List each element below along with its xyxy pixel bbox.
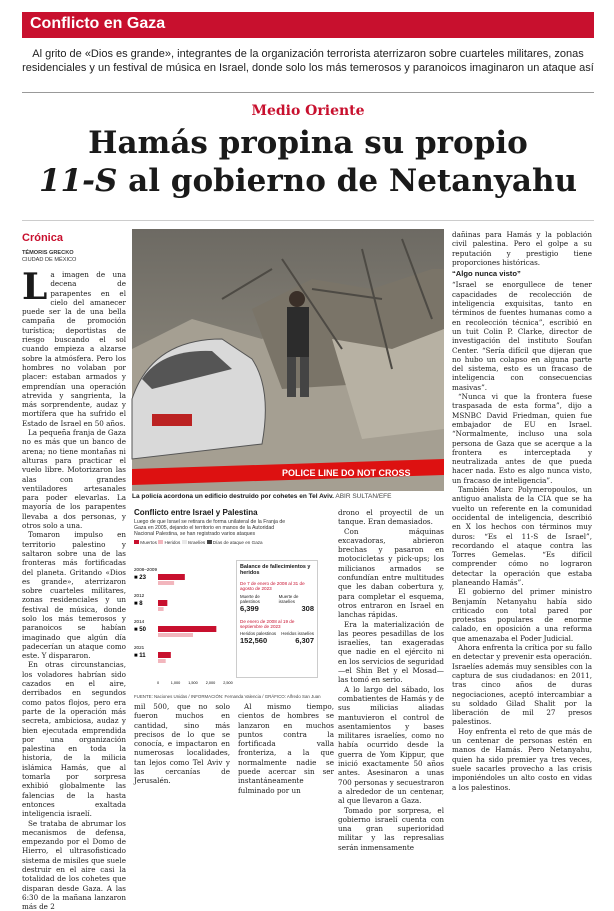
column-4	[338, 508, 444, 852]
photo-credit: ABIR SULTAN/EFE	[335, 493, 392, 500]
balance-value: 152,560	[240, 636, 268, 646]
value-label: ■ 8	[134, 601, 143, 607]
news-photo	[132, 229, 444, 491]
paragraph: “Israel se enorgullece de tener capacidades de recolección de inteligencia exquisitas, tanto en términos de fuentes humanas como a en recolección técnica”, escribió en un tuit Colin P. Clarke, director de investigación del instituto Soufan Center. “Sería difícil que dijeran que no hubo un colapso en alguna parte del sistema, esto es un fracaso de inteligencia con consecuencias masivas”.	[452, 280, 592, 392]
legend-swatch	[207, 540, 212, 544]
subhead: “Algo nunca visto”	[452, 269, 521, 279]
category-label: 2012	[134, 593, 145, 598]
category-label: 2021	[134, 645, 145, 650]
paragraph: La imagen de una decena de parapentes en el cielo del amanecer puede ser la de una bella campaña de promoción turística; deportistas de riesgo buscando el sol cuando empieza a alzarse sobre la atmósfera. Pero los hombres no volaban por placer: estaban armados y emprendían una operación atrevida y sangrienta, la más sorprendente, audaz y mortífera que ha sufrido el Estado de Israel en 50 años.	[22, 266, 126, 428]
paragraph: Ahora enfrenta la crítica por su fallo en detectar y prevenir esta operación. Israelíes además muy sensibles con la captura de sus ciudadanos: en 2011, tras cinco años de duras negociaciones, aceptó intercambiar a su soldado Gilad Shalit por la liberación de mil 27 presos palestinos.	[452, 643, 592, 727]
bar-secondary	[158, 659, 166, 663]
bar	[158, 600, 167, 606]
paragraph: Al mismo tiempo, cientos de hombres se lanzaron en muchos puntos contra la fortificada valla fronteriza, a la que normalmente nadie se puede acercar sin ser instantáneamente fulminado por un	[238, 702, 334, 795]
bar	[158, 574, 185, 580]
category-label: 2008–2009	[134, 567, 157, 572]
value-label: ■ 11	[134, 653, 146, 659]
balance-label: Heridos palestinos	[240, 631, 277, 637]
balance-box	[236, 560, 318, 678]
axis-tick: 1,000	[170, 681, 181, 685]
paragraph: drono el proyectil de un tanque. Eran demasiados.	[338, 508, 444, 527]
paragraph: La pequeña franja de Gaza no es más que un banco de arena; no tiene montañas ni alturas para practicar el vuelo libre. Motorizaron las alas con grandes ventiladores artesanales para poder elevarlas. La mayoría de los parapentes llevaba a dos personas, y otros solo a una.	[22, 428, 126, 531]
balance-value: 6,399	[240, 603, 259, 613]
section-title: Conflicto en Gaza	[30, 15, 166, 32]
paragraph: “Nunca vi que la frontera fuese traspasada de esta forma”, dijo a MSNBC David Friedman, quien fue embajador de EU en Israel. “Normalmente, incluso una sola persona de Gaza que se acerque a la frontera es interceptada y neutralizada antes de que pueda hacer nada. Esto es algo nunca visto, un fracaso de inteligencia”.	[452, 392, 592, 485]
column-2	[134, 702, 230, 786]
paragraph: Hoy enfrenta el reto de que más de un centenar de personas estén en manos de Hamás. Pero Netanyahu, quien ha sido premier ya tres veces, suele sacarles provecho a las crisis imponiéndoles un alto costo en vidas a los palestinos.	[452, 726, 592, 792]
axis-tick: 0	[156, 681, 160, 685]
legend-item: Muertos	[140, 539, 157, 545]
paragraph: El gobierno del primer ministro Benjamín Netanyahu había sido criticado con total pared por protestas populares de enorme calado, en oposición a una reforma que amenazaba el Poder Judicial.	[452, 587, 592, 643]
byline	[22, 250, 76, 264]
dropcap: L	[22, 266, 48, 308]
paragraph: También Marc Polymeropoulos, un antiguo analista de la CIA que se ha vuelto un referente en la comunidad occidental de inteligencia, describió en X los hechos con términos muy duros: “Es el 11-S de Israel”, recordando el ataque contra las Torres Gemelas. “Es difícil comprender cómo no lograron detectar la operación que estaba planeando Hamás”.	[452, 485, 592, 587]
paragraph: dañinas para Hamás y la población civil palestina. Pero el golpe a su reputación y prestigio tiene proporciones históricas.	[452, 230, 592, 267]
balance-period: De 7 de enero de 2008 al 31 de agosto de 2023	[240, 580, 305, 592]
bar	[158, 626, 216, 632]
chart-legend	[134, 540, 286, 545]
divider	[22, 220, 594, 221]
paragraph: mil 500, que no solo fueron muchos en cantidad, sino más precisos de lo que se conocía, e impactaron en numerosas localidades, tan lejos como Tel Aviv y las cercanías de Jerusalén.	[134, 702, 230, 786]
paragraph: Tomado por sorpresa, el gobierno israelí cuenta con una gran superioridad militar y las represalias serán inmensamente	[338, 805, 444, 852]
paragraph: Se trataba de abrumar los mecanismos de defensa, empezando por el Domo de Hierro, el ultrasofisticado sistema de misiles que suele destruir en el aire casi la totalidad de los cohetes que disparan desde Gaza. A las 6:30 de la mañana lanzaron más de 2	[22, 818, 126, 911]
photo-caption	[132, 493, 444, 500]
value-label: ■ 50	[134, 627, 146, 633]
value-label: ■ 23	[134, 575, 146, 581]
paragraph: A lo largo del sábado, los combatientes de Hamás y de sus milicias aliadas mantuvieron el control de asentamientos y bases militares israelíes, como no había ocurrido desde la guerra de Yom Kippur, que inició exactamente 50 años antes. Asesinaron a unas 700 personas y secuestraron a alrededor de un centenar, al que llevaron a Gaza.	[338, 684, 444, 806]
column-1	[22, 266, 126, 911]
balance-value: 308	[301, 603, 314, 613]
legend-item: Días de ataque en Gaza	[212, 539, 263, 545]
chart-title: Conflicto entre Israel y Palestina	[134, 508, 258, 517]
legend-swatch	[158, 540, 163, 544]
axis-tick: 1,500	[188, 681, 198, 685]
balance-period: De enero de 2008 al 19 de septiembre de 2023	[240, 618, 295, 630]
legend-item: Israelíes	[187, 539, 206, 545]
bar	[158, 652, 171, 658]
headline	[22, 124, 594, 200]
balance-label: Heridos israelíes	[281, 631, 314, 637]
balance-label: Muerte de israelíes	[278, 593, 299, 604]
column-5	[452, 230, 592, 792]
byline-place: CIUDAD DE MÉXICO	[22, 257, 77, 263]
section-header	[22, 12, 594, 38]
legend-item: Heridos	[164, 539, 181, 545]
axis-tick: 2,000	[205, 681, 216, 685]
column-3	[238, 702, 334, 795]
axis-tick: 2,500	[223, 681, 233, 685]
balance-value: 6,307	[295, 636, 314, 646]
byline-author: TÉMORIS GRECKO	[22, 250, 74, 256]
paragraph: Con máquinas excavadoras, abrieron brechas y pasaron en motocicletas y pick-ups; los milicianos armados se confundían entre multitudes que les daban cobertura y, para completar el esquema, otros entraron en Israel en lanchas rápidas.	[338, 526, 444, 620]
bar-secondary	[158, 607, 164, 611]
chart-source: FUENTE: Naciones Unidas / INFORMACIÓN: Fernanda Valencia / GRÁFICO: Alfredo San Juan	[134, 694, 321, 699]
bar-secondary	[158, 633, 193, 637]
divider	[22, 92, 594, 93]
headline-line-2-rest: al gobierno de Netanyahu	[117, 163, 578, 199]
headline-line-1: Hamás propina su propio	[88, 125, 528, 161]
legend-swatch	[182, 540, 187, 544]
kicker: Medio Oriente	[251, 103, 365, 119]
headline-emphasis: 11-S	[38, 163, 118, 199]
photo-illustration	[132, 229, 444, 491]
chart-subtitle: Luego de que Israel se retirara de forma unilateral de la Franja de Gaza en 2005, dejando el territorio en manos de la Autoridad Nacional Palestina, se han registrado varios ataques	[134, 519, 286, 538]
paragraph: Era la materialización de las peores pesadillas de los israelíes, tan exageradas que nadie en el ejército ni en los servicios de seguridad —el Shin Bet y el Mosad— las tomó en serio.	[338, 619, 444, 685]
bar-secondary	[158, 581, 174, 585]
category-label: 2014	[134, 619, 145, 624]
caption-text: La policía acordona un edificio destruido por cohetes en Tel Aviv.	[132, 493, 334, 500]
balance-label: Muerte de palestinos	[240, 593, 260, 604]
paragraph: En otras circunstancias, los voladores habrían sido cazados en el aire, derribados en segundos como patos flojos, pero era parte de la operación más secreta, ambiciosa, audaz y bien ejecutada emprendida por una organización palestina en toda la historia, de la milicia islámica Hamás, que al tomarla por sorpresa exhibió globalmente las falencias de la hasta entonces exaltada inteligencia israelí.	[22, 660, 126, 819]
balance-title: Balance de fallecimientos y heridos	[240, 564, 311, 577]
headline-line-2	[22, 162, 594, 200]
tape-text: POLICE LINE DO NOT CROSS	[282, 468, 411, 478]
paragraph: Tomaron impulso en territorio palestino y saltaron sobre una de las fronteras más fortificadas del planeta. Gritando «Dios es grande», aterrizaron sobre cuarteles militares, zonas residenciales y un festival de música, donde solo los más temerosos y paranoicos se habían imaginado que algún día padecerían un ataque como este. Y dispararon.	[22, 530, 126, 661]
section-label-cronica: Crónica	[22, 232, 63, 244]
legend-swatch	[134, 540, 139, 544]
deck-summary: Al grito de «Dios es grande», integrantes de la organización terrorista aterrizaron sobre cuarteles militares, zonas residenciales y un festival de música en Israel, donde solo los más temerosos y paranoicos imaginaron un ataque así	[22, 48, 594, 74]
